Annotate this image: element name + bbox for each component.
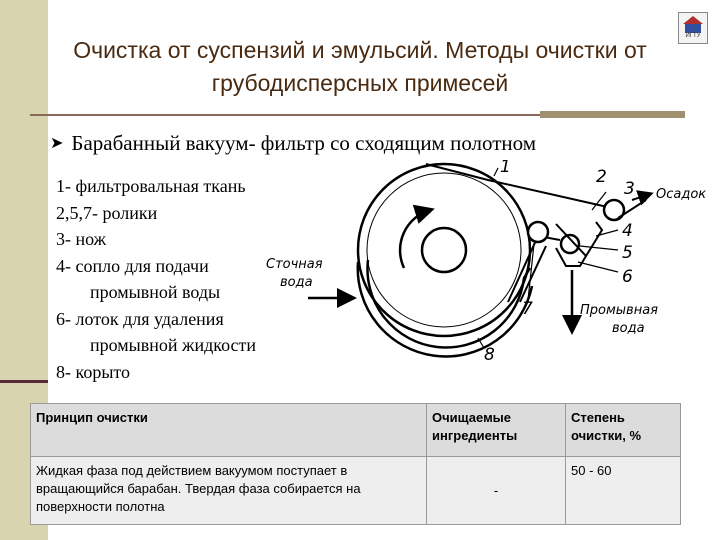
legend-item: 1- фильтровальная ткань — [56, 176, 246, 196]
cell-principle: Жидкая фаза под действием вакуумом поступает в вращающийся барабан. Твердая фаза собирается на поверхности полотна — [31, 457, 427, 525]
purification-table — [30, 403, 681, 525]
divider-accent — [540, 111, 685, 118]
wastewater-label-2: вода — [280, 275, 313, 290]
leader-5 — [580, 246, 618, 250]
legend-item: 8- корыто — [56, 361, 131, 382]
slide-title: Очистка от суспензий и эмульсий. Методы очистки от грубодисперсных примесей — [73, 37, 647, 96]
cell-ingredients: - — [427, 457, 566, 525]
university-logo: ИГТУ — [678, 12, 708, 44]
sediment-label: Осадок — [656, 187, 707, 202]
legend-item: 4- сопло для подачи — [56, 255, 209, 276]
header-principle: Принцип очистки — [31, 404, 427, 457]
drum-hub — [422, 228, 466, 272]
legend-item-continuation: промывной воды — [90, 282, 221, 302]
label-1: 1 — [500, 160, 511, 177]
subtitle — [50, 131, 536, 156]
table-row — [31, 457, 681, 525]
leader-6 — [578, 262, 618, 272]
label-6: 6 — [622, 267, 633, 287]
label-2: 2 — [596, 167, 607, 187]
legend-list — [56, 173, 256, 385]
label-8: 8 — [484, 345, 495, 365]
wash-label-2: вода — [612, 321, 645, 336]
label-3: 3 — [624, 179, 635, 199]
wash-label-1: Промывная — [580, 303, 658, 318]
subtitle-text: Барабанный вакуум- фильтр со сходящим полотном — [71, 131, 537, 155]
legend-item: 6- лоток для удаления — [56, 308, 224, 329]
legend-item: 3- нож — [56, 229, 107, 249]
legend-item: 2,5,7- ролики — [56, 202, 158, 223]
drum — [358, 164, 530, 336]
label-4: 4 — [622, 221, 633, 241]
sediment-out-arrow — [640, 188, 652, 192]
roller-7 — [528, 222, 548, 242]
wastewater-label-1: Сточная — [266, 257, 323, 272]
filter-diagram — [255, 160, 715, 400]
left-accent-line — [0, 380, 48, 383]
cell-degree: 50 - 60 — [566, 457, 681, 525]
filter-cloth — [426, 164, 612, 208]
drum-inner-ring — [367, 173, 521, 327]
leader-1 — [494, 168, 498, 176]
header-degree: Степень очистки, % — [566, 404, 681, 457]
table-header-row — [31, 404, 681, 457]
bullet-arrow-icon: ➤ — [50, 135, 64, 152]
label-5: 5 — [622, 243, 633, 263]
legend-item-continuation: промывной жидкости — [90, 335, 257, 355]
label-7: 7 — [522, 299, 533, 319]
header-ingredients: Очищаемые ингредиенты — [427, 404, 566, 457]
